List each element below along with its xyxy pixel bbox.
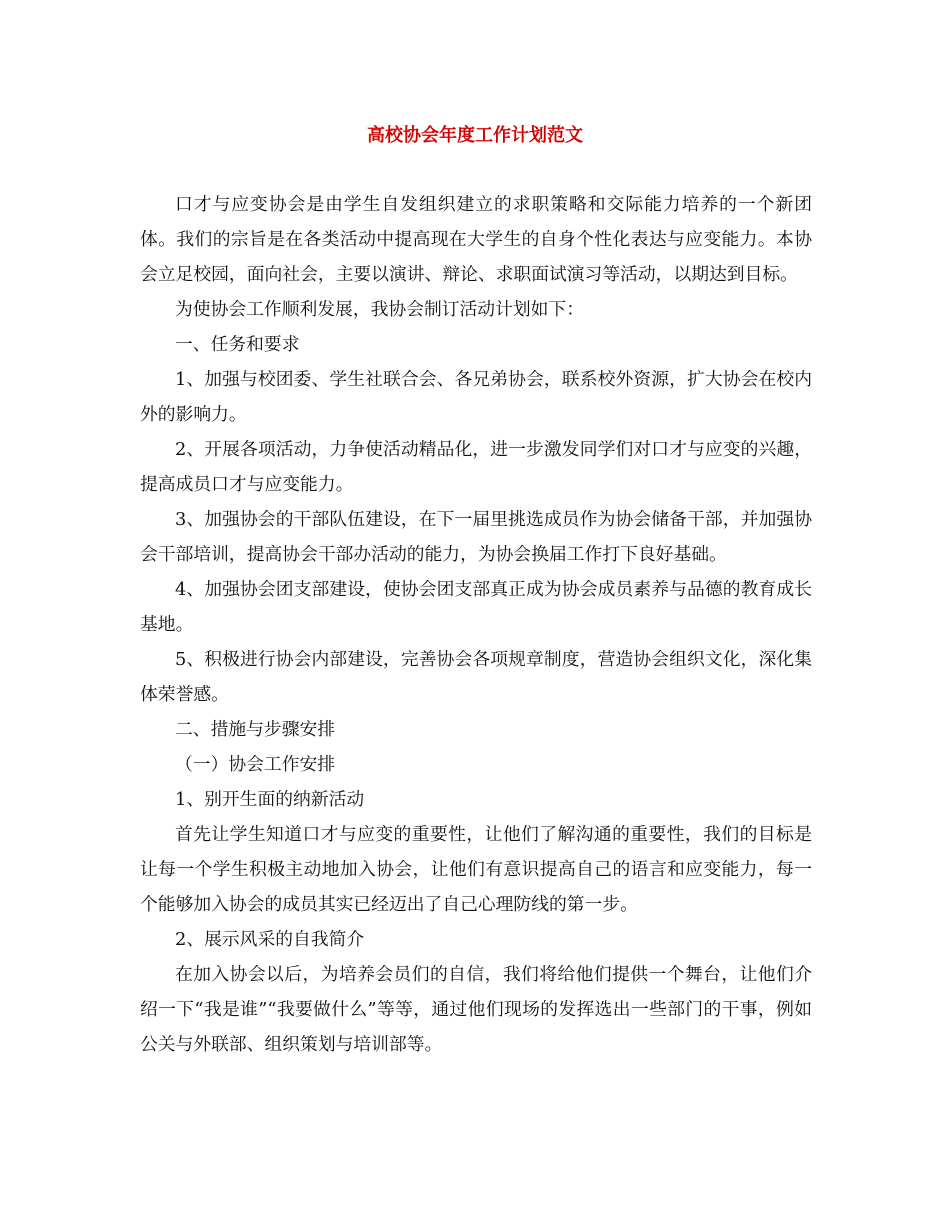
paragraph: 在加入协会以后，为培养会员们的自信，我们将给他们提供一个舞台，让他们介绍一下“我是谁”“我要做什么”等等，通过他们现场的发挥选出一些部门的干事，例如公关与外联部、组织策划与培训部等。 xyxy=(140,964,812,1055)
item-heading: 1、别开生面的纳新活动 xyxy=(175,789,365,810)
item-heading: 2、展示风采的自我简介 xyxy=(175,929,365,950)
list-item: 4、加强协会团支部建设，使协会团支部真正成为协会成员素养与品德的教育成长基地。 xyxy=(140,579,812,635)
list-item: 5、积极进行协会内部建设，完善协会各项规章制度，营造协会组织文化，深化集体荣誉感。 xyxy=(140,649,812,705)
paragraph: 为使协会工作顺利发展，我协会制订活动计划如下： xyxy=(175,299,584,320)
subsection-heading: （一）协会工作安排 xyxy=(175,754,336,775)
paragraph: 首先让学生知道口才与应变的重要性，让他们了解沟通的重要性，我们的目标是让每一个学生积极主动地加入协会，让他们有意识提高自己的语言和应变能力，每一个能够加入协会的成员其实已经迈出了自己心理防线的第一步。 xyxy=(140,824,812,915)
section-heading: 二、措施与步骤安排 xyxy=(175,719,336,740)
list-item: 1、加强与校团委、学生社联合会、各兄弟协会，联系校外资源，扩大协会在校内外的影响力。 xyxy=(140,369,812,425)
document-body xyxy=(140,187,812,1062)
list-item: 3、加强协会的干部队伍建设，在下一届里挑选成员作为协会储备干部，并加强协会干部培训，提高协会干部办活动的能力，为协会换届工作打下良好基础。 xyxy=(140,509,812,565)
section-heading: 一、任务和要求 xyxy=(175,334,300,355)
document-title: 高校协会年度工作计划范文 xyxy=(367,125,583,146)
paragraph: 口才与应变协会是由学生自发组织建立的求职策略和交际能力培养的一个新团体。我们的宗旨是在各类活动中提高现在大学生的自身个性化表达与应变能力。本协会立足校园，面向社会，主要以演讲、辩论、求职面试演习等活动，以期达到目标。 xyxy=(140,194,812,285)
list-item: 2、开展各项活动，力争使活动精品化，进一步激发同学们对口才与应变的兴趣，提高成员口才与应变能力。 xyxy=(140,439,812,495)
